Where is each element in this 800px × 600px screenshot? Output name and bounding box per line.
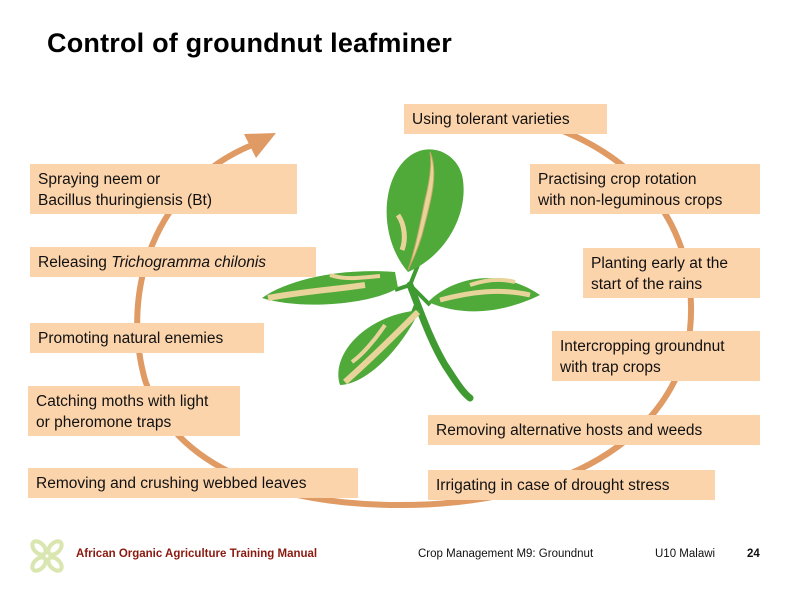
measure-line: with trap crops xyxy=(560,359,661,376)
measure-line: Removing alternative hosts and weeds xyxy=(436,422,703,439)
measure-line: Planting early at the xyxy=(591,255,729,272)
footer-module: Crop Management M9: Groundnut xyxy=(418,548,594,560)
species-name: Trichogramma chilonis xyxy=(111,254,267,271)
manual-logo-icon xyxy=(26,535,68,577)
measure-line: Bacillus thuringiensis (Bt) xyxy=(38,192,213,209)
measure-intercropping xyxy=(552,331,760,381)
measure-line: Spraying neem or xyxy=(38,171,161,188)
measure-planting-early xyxy=(583,248,760,298)
measure-line: Catching moths with light xyxy=(36,393,209,410)
measure-promoting-natural-enemies xyxy=(30,323,264,353)
measure-line: Releasing xyxy=(38,254,112,271)
measure-removing-webbed-leaves xyxy=(28,468,358,498)
measure-line: Removing and crushing webbed leaves xyxy=(36,475,307,492)
measure-spraying-neem-bt xyxy=(30,164,297,214)
footer-unit: U10 Malawi xyxy=(655,548,716,560)
measure-line: Intercropping groundnut xyxy=(560,338,725,355)
page-number: 24 xyxy=(747,548,760,560)
slide-title: Control of groundnut leafminer xyxy=(47,28,452,58)
measure-crop-rotation xyxy=(530,164,760,214)
measure-line: start of the rains xyxy=(591,276,703,293)
measure-line: Promoting natural enemies xyxy=(38,330,224,347)
measure-removing-alternative-hosts xyxy=(428,415,760,445)
measure-line: Using tolerant varieties xyxy=(412,111,570,128)
measure-line: Irrigating in case of drought stress xyxy=(436,477,670,494)
measure-catching-moths xyxy=(28,386,240,436)
measure-irrigating xyxy=(428,470,715,500)
measure-line: or pheromone traps xyxy=(36,414,172,431)
measure-line: Practising crop rotation xyxy=(538,171,697,188)
measure-tolerant-varieties xyxy=(404,104,607,134)
measure-line: with non-leguminous crops xyxy=(538,192,723,209)
measure-releasing-trichogramma xyxy=(30,247,316,277)
footer-brand: African Organic Agriculture Training Manual xyxy=(76,548,318,560)
